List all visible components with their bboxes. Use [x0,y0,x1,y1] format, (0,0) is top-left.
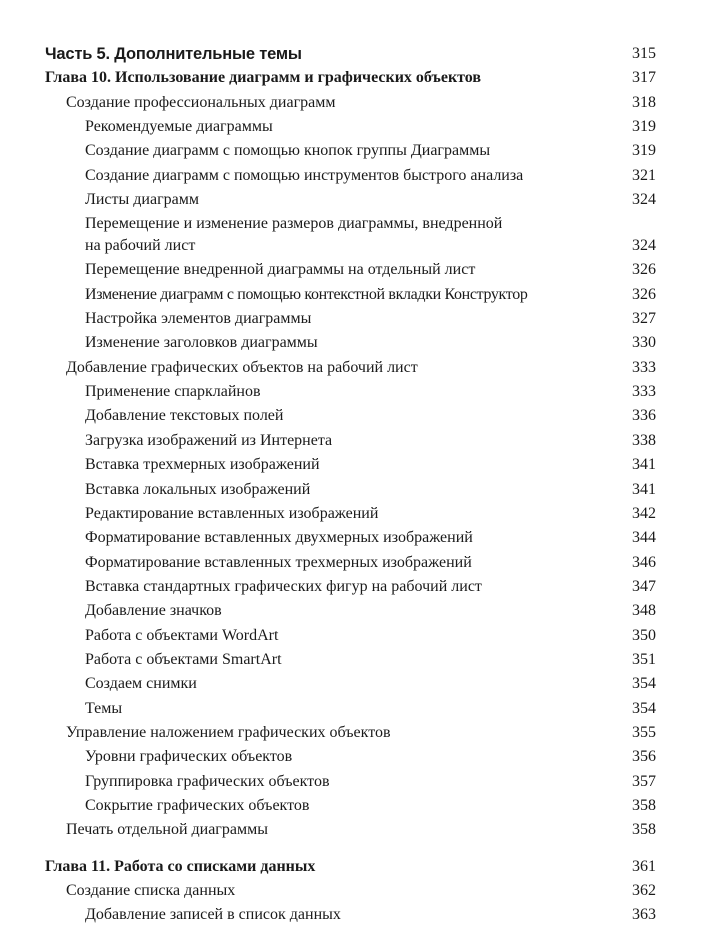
entry-page: 333 [632,383,656,401]
entry-page: 315 [632,45,656,62]
entry-page: 362 [632,882,656,899]
entry-page: 326 [632,285,656,303]
entry-page: 354 [632,699,656,717]
toc-subsection [45,258,660,282]
toc-section [45,91,660,115]
entry-page: 324 [632,237,656,255]
entry-title: Уровни графических объектов [85,748,293,766]
entry-title: Применение спарклайнов [85,383,261,401]
toc-subsection [45,624,660,648]
entry-title: Создание профессиональных диаграмм [66,93,336,111]
toc-subsection [45,429,660,453]
toc-subsection [45,599,660,623]
entry-title: Добавление записей в список данных [85,906,341,924]
entry-title: Перемещение внедренной диаграммы на отдельный лист [85,261,476,279]
entry-title: Глава 10. Использование диаграмм и графических объектов [45,69,482,87]
entry-page: 361 [632,857,656,875]
entry-page: 357 [632,772,656,790]
entry-title-line1: Перемещение и изменение размеров диаграммы, внедренной [85,215,503,233]
entry-page: 346 [632,553,656,571]
entry-title: Изменение диаграмм с помощью контекстной вкладки Конструктор [85,285,528,303]
toc-subsection [45,164,660,188]
entry-page: 317 [632,69,656,87]
entry-title: Изменение заголовков диаграммы [85,334,318,352]
entry-page: 324 [632,191,656,209]
chapter-gap [45,843,660,855]
entry-title: Темы [85,699,123,717]
entry-page: 344 [632,529,656,547]
toc-subsection [45,380,660,404]
entry-title: Часть 5. Дополнительные темы [45,45,302,63]
entry-page: 350 [632,626,656,644]
entry-title: Загрузка изображений из Интернета [85,431,333,449]
entry-page: 341 [632,480,656,498]
entry-title: Добавление текстовых полей [85,407,284,425]
entry-page: 319 [632,142,656,160]
entry-title: Создание диаграмм с помощью инструментов быстрого анализа [85,166,524,184]
toc-section [45,818,660,842]
entry-title: Работа с объектами SmartArt [85,650,282,668]
entry-title: Форматирование вставленных двухмерных изображений [85,529,473,547]
toc-subsection [45,745,660,769]
entry-title: Вставка стандартных графических фигур на рабочий лист [85,577,482,595]
entry-page: 319 [632,118,656,136]
entry-title: Вставка трехмерных изображений [85,456,320,474]
entry-title: Создание списка данных [66,882,236,899]
entry-page: 358 [632,821,656,839]
entry-title: Печать отдельной диаграммы [66,821,268,839]
entry-title: Редактирование вставленных изображений [85,504,379,522]
entry-page: 354 [632,675,656,693]
entry-title: Форматирование вставленных трехмерных изображений [85,553,472,571]
entry-title: Добавление графических объектов на рабочий лист [66,358,418,376]
toc-subsection [45,697,660,721]
entry-title: Работа с объектами WordArt [85,626,279,644]
toc-subsection [45,794,660,818]
entry-page: 333 [632,358,656,376]
entry-page: 363 [632,906,656,924]
toc-subsection [45,551,660,575]
toc-subsection [45,672,660,696]
toc-chapter-heading [45,855,660,879]
entry-title-line2: на рабочий лист [85,237,196,255]
toc-subsection [45,331,660,355]
entry-page: 358 [632,796,656,814]
entry-title: Листы диаграмм [85,191,199,209]
entry-page: 321 [632,166,656,184]
toc-chapter-heading [45,66,660,90]
toc-subsection [45,903,660,927]
toc-subsection [45,526,660,550]
entry-page: 326 [632,261,656,279]
toc-subsection [45,404,660,428]
toc-subsection [45,770,660,794]
toc-subsection [45,139,660,163]
entry-page: 338 [632,431,656,449]
entry-title: Создание диаграмм с помощью кнопок группы Диаграммы [85,142,491,160]
toc-section [45,356,660,380]
entry-title [85,213,502,257]
entry-page: 318 [632,93,656,111]
toc-section [45,721,660,745]
entry-page: 342 [632,504,656,522]
entry-title: Глава 11. Работа со списками данных [45,857,316,875]
entry-page: 356 [632,748,656,766]
entry-title: Настройка элементов диаграммы [85,310,312,328]
toc-subsection [45,575,660,599]
entry-page: 355 [632,723,656,741]
entry-title: Добавление значков [85,602,222,620]
toc-subsection [45,453,660,477]
entry-page: 351 [632,650,656,668]
entry-title: Вставка локальных изображений [85,480,311,498]
toc-subsection [45,307,660,331]
entry-title: Сокрытие графических объектов [85,796,310,814]
entry-title: Управление наложением графических объектов [66,723,391,741]
entry-title: Группировка графических объектов [85,772,330,790]
entry-page: 341 [632,456,656,474]
toc-subsection [45,502,660,526]
toc-subsection [45,478,660,502]
toc-section [45,879,660,903]
entry-page: 330 [632,334,656,352]
toc-subsection [45,648,660,672]
toc-subsection [45,188,660,212]
table-of-contents [45,42,660,928]
entry-title: Создаем снимки [85,675,197,693]
entry-page: 327 [632,310,656,328]
toc-part-heading [45,42,660,66]
entry-page: 336 [632,407,656,425]
toc-subsection [45,283,660,307]
toc-subsection [45,212,660,258]
toc-subsection [45,115,660,139]
entry-page: 348 [632,602,656,620]
entry-title: Рекомендуемые диаграммы [85,118,273,136]
entry-page: 347 [632,577,656,595]
